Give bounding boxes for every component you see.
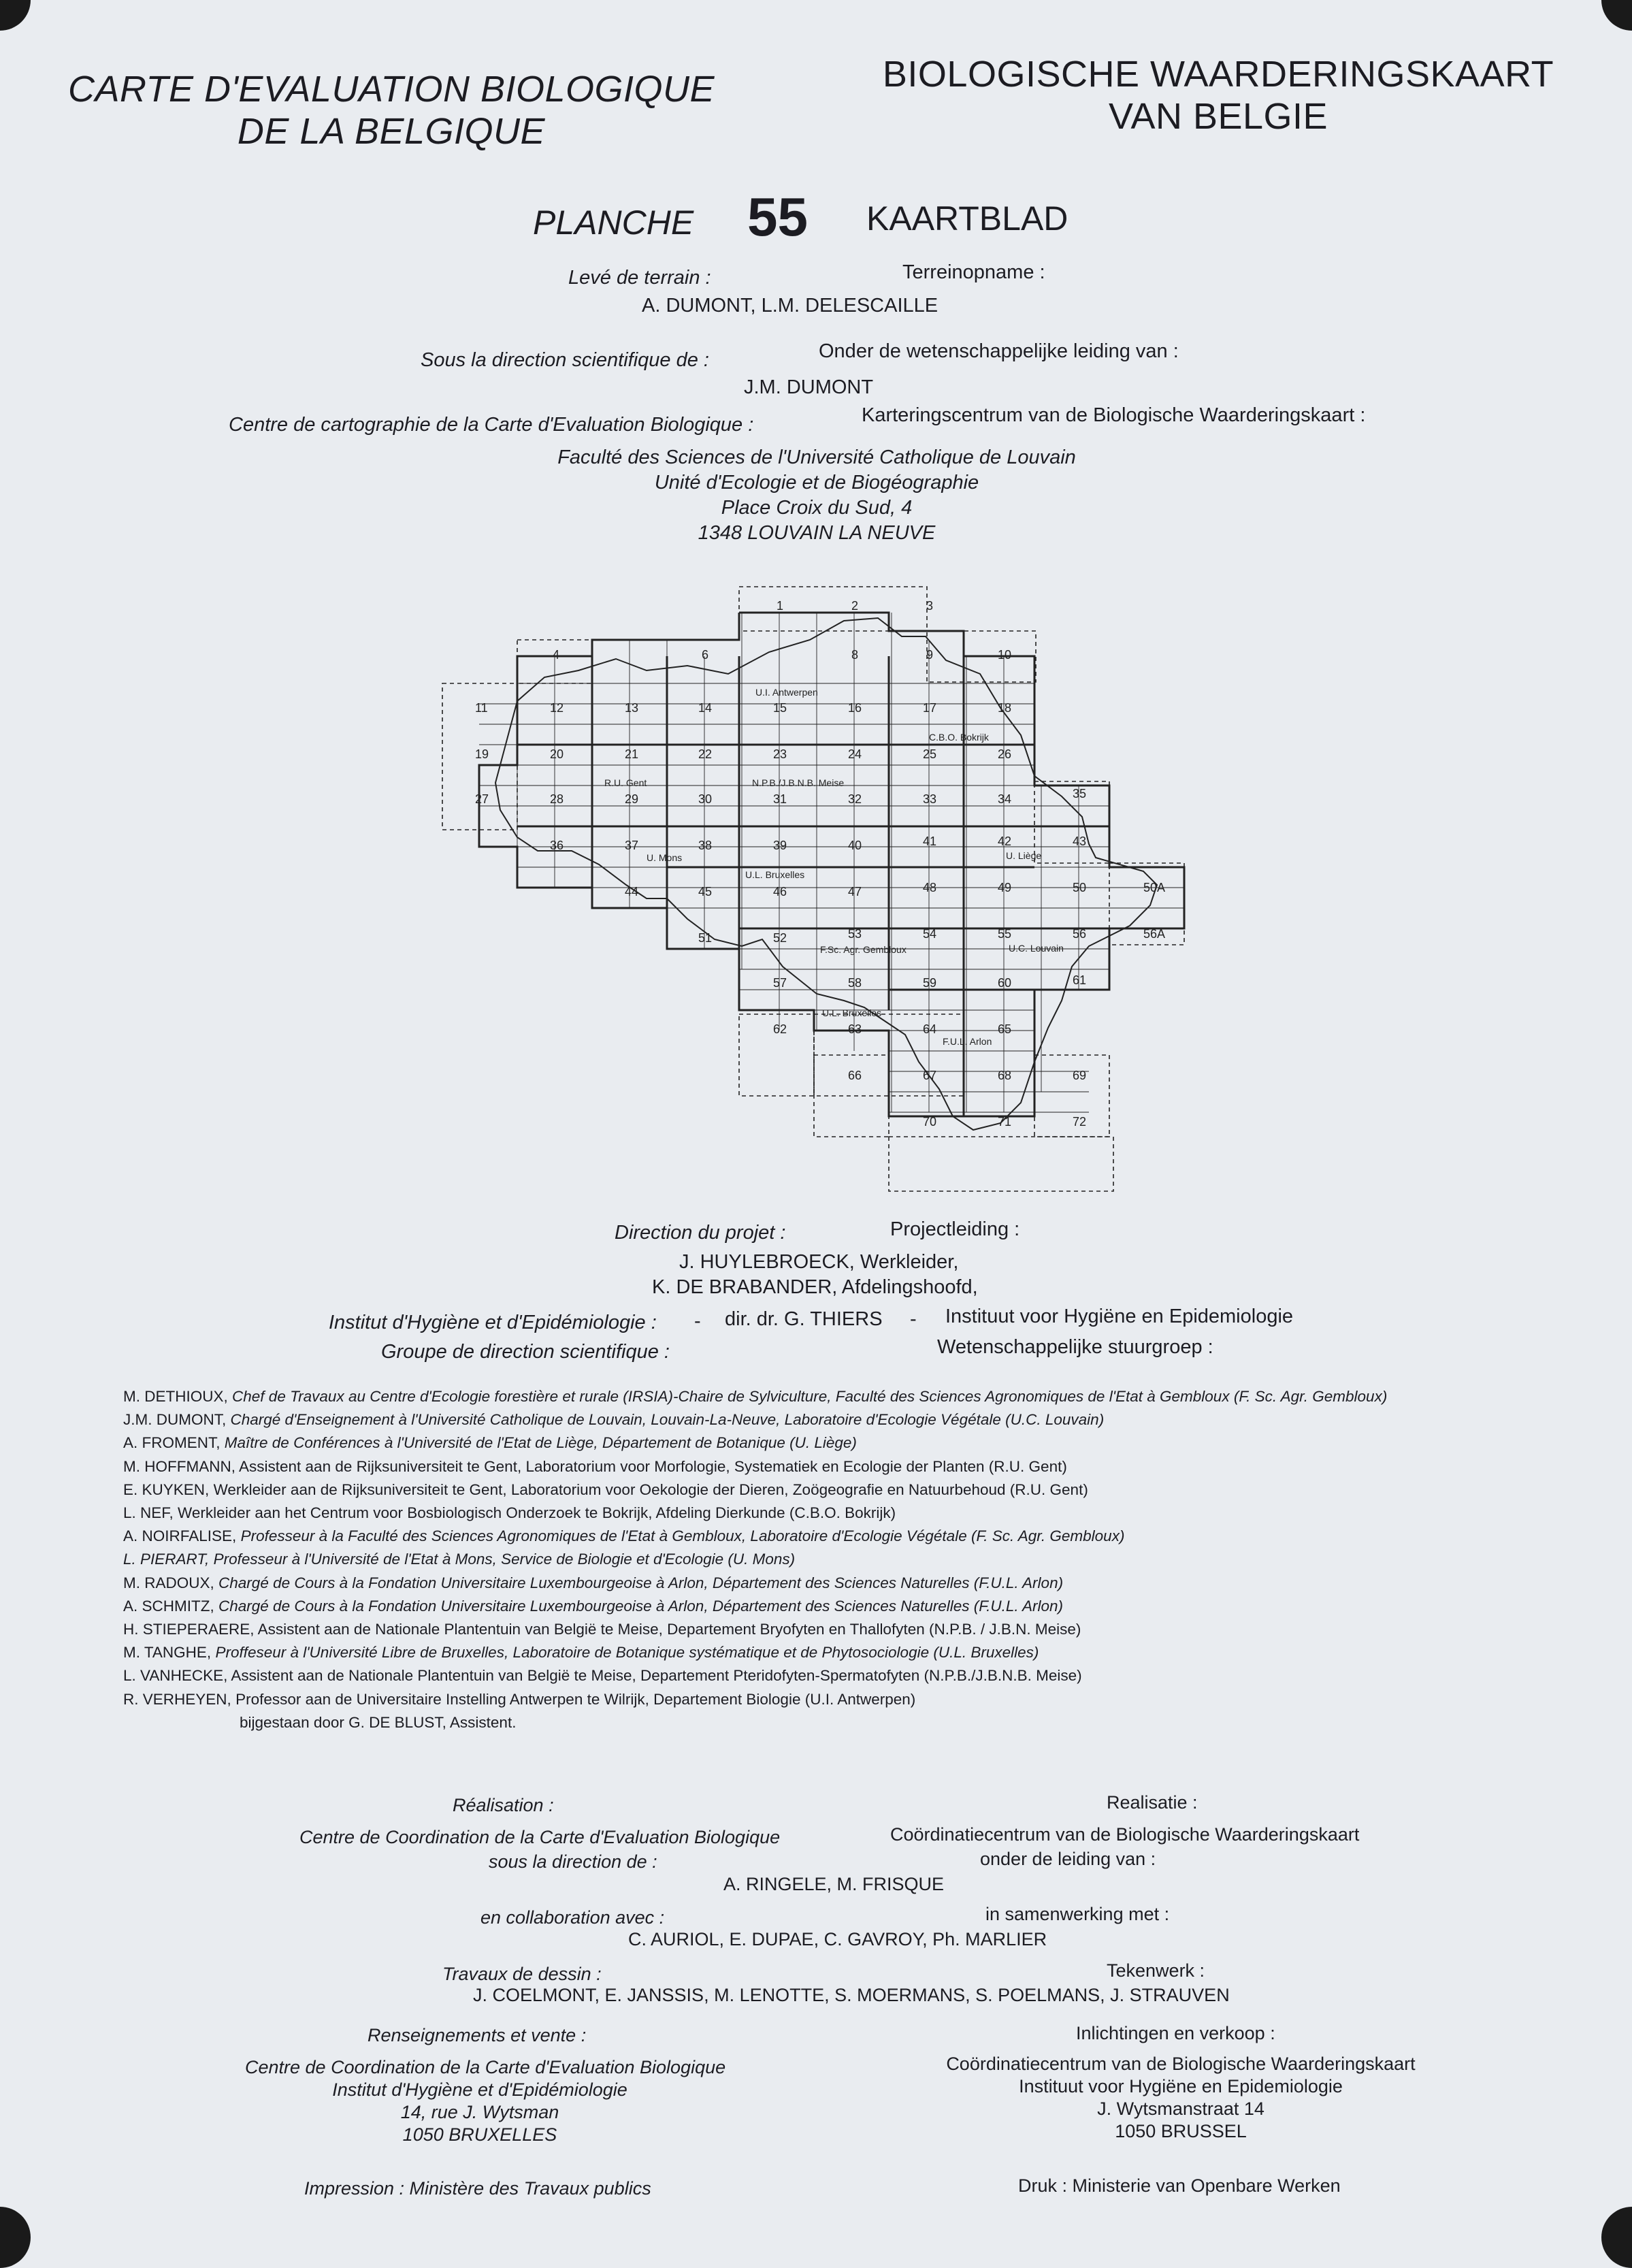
center-label-louvain: U.C. Louvain [1009, 943, 1064, 954]
member-name: M. HOFFMANN, [123, 1457, 235, 1475]
cartography-address [476, 445, 1157, 546]
sales-fr-line: 14, rue J. Wytsman [400, 2102, 559, 2122]
member-description: Proffeseur à l'Université Libre de Bruxelles, Laboratoire de Botanique systématique et de Phytosociologie (U.L. Bruxelles) [215, 1644, 1039, 1662]
map-label: 8 [851, 648, 859, 662]
sales-nl-line: Coördinatiecentrum van de Biologische Waarderingskaart [946, 2054, 1416, 2074]
institute-label-nl: Instituut voor Hygiëne en Epidemiologie [945, 1306, 1294, 1327]
member-row [123, 1548, 1387, 1571]
title-nl [851, 53, 1586, 137]
member-row [123, 1595, 1387, 1618]
map-label: 11 [475, 701, 488, 715]
map-label: 58 [848, 976, 862, 990]
map-label: 64 [923, 1022, 937, 1036]
member-row [123, 1525, 1387, 1548]
map-label: 46 [773, 885, 787, 898]
center-label-liege: U. Liège [1006, 850, 1042, 861]
map-label: 72 [1073, 1115, 1087, 1129]
printing-fr: Impression : Ministère des Travaux publics [304, 2178, 651, 2199]
member-row [123, 1572, 1387, 1595]
map-label: 60 [998, 976, 1012, 990]
map-label: 69 [1073, 1069, 1087, 1082]
project-label-nl: Projectleiding : [890, 1218, 1020, 1240]
map-label: 6 [702, 648, 709, 662]
member-description: Chargé d'Enseignement à l'Université Catholique de Louvain, Louvain-La-Neuve, Laboratoire d'Ecologie Végétale (U.C. Louvain) [230, 1411, 1105, 1429]
member-name: L. VANHECKE, [123, 1667, 228, 1685]
center-label-meise: N.P.B./J.B.N.B. Meise [752, 777, 845, 788]
map-label: 14 [698, 701, 713, 715]
map-label: 16 [848, 701, 862, 715]
cartography-label-fr: Centre de cartographie de la Carte d'Evaluation Biologique : [229, 414, 754, 436]
map-label: 10 [998, 648, 1012, 662]
map-label: 17 [923, 701, 937, 715]
member-description: Assistent aan de Nationale Plantentuin van België te Meise, Departement Pteridofyten-Spermatofyten (N.P.B./J.B.N.B. Meise) [231, 1667, 1082, 1685]
map-label: 33 [923, 792, 937, 806]
map-label: 41 [923, 835, 937, 848]
map-label: 70 [923, 1115, 937, 1129]
map-label: 39 [773, 839, 787, 852]
address-line-4: 1348 LOUVAIN LA NEUVE [698, 522, 936, 544]
map-label: 53 [848, 927, 862, 941]
institute-dash-2: - [910, 1308, 917, 1330]
map-label: 30 [698, 792, 713, 806]
title-nl-line-1: BIOLOGISCHE WAARDERINGSKAART [882, 54, 1554, 95]
map-label: 59 [923, 976, 937, 990]
map-label: 55 [998, 927, 1012, 941]
member-name: H. STIEPERAERE, [123, 1621, 255, 1638]
survey-label-fr: Levé de terrain : [568, 267, 711, 289]
map-label: 3 [926, 599, 934, 613]
map-label: 24 [848, 747, 862, 761]
map-label: 42 [998, 835, 1012, 848]
member-name: A. FROMENT, [123, 1434, 221, 1452]
address-line-3: Place Croix du Sud, 4 [721, 497, 913, 519]
institute-dash-1: - [694, 1310, 701, 1332]
center-label-arlon: F.U.L. Arlon [943, 1036, 992, 1047]
map-label: 23 [773, 747, 787, 761]
map-label: 40 [848, 839, 862, 852]
map-label: 36 [550, 839, 564, 852]
planche-label: PLANCHE [533, 204, 694, 242]
project-lead-2: K. DE BRABANDER, Afdelingshoofd, [652, 1276, 978, 1298]
member-description: Professeur à la Faculté des Sciences Agronomiques de l'Etat à Gembloux, Laboratoire d'Ecologie Végétale (F. Sc. Agr. Gembloux) [240, 1527, 1125, 1545]
center-label-mons: U. Mons [647, 852, 683, 863]
map-label: 49 [998, 881, 1012, 894]
map-label: 43 [1073, 835, 1087, 848]
title-fr [68, 68, 715, 152]
member-description: Werkleider aan de Rijksuniversiteit te Gent, Laboratorium voor Oekologie der Dieren, Zoögeografie en Natuurbehoud (R.U. Gent) [213, 1480, 1088, 1498]
map-label: 19 [475, 747, 489, 761]
map-label: 68 [998, 1069, 1012, 1082]
sales-fr-line: Institut d'Hygiène et d'Epidémiologie [332, 2079, 627, 2100]
sales-nl-line: 1050 BRUSSEL [1115, 2121, 1247, 2141]
sales-address-nl [929, 2053, 1433, 2143]
sales-label-nl: Inlichtingen en verkoop : [1076, 2023, 1275, 2043]
corner-hole-bottom-left [0, 2207, 31, 2268]
member-description: Chef de Travaux au Centre d'Ecologie forestière et rurale (IRSIA)-Chaire de Sylviculture, Faculté des Sciences Agronomiques de l'Etat à Gembloux (F. Sc. Agr. Gembloux) [232, 1388, 1388, 1405]
map-label: 32 [848, 792, 862, 806]
sales-nl-line: J. Wytsmanstraat 14 [1097, 2099, 1264, 2119]
member-name: R. VERHEYEN, [123, 1690, 231, 1708]
member-row [123, 1641, 1387, 1664]
map-label: 27 [475, 792, 489, 806]
map-label: 61 [1073, 973, 1087, 987]
member-name: L. NEF, [123, 1504, 174, 1522]
title-fr-line-2: DE LA BELGIQUE [237, 111, 546, 152]
institute-label-fr: Institut d'Hygiène et d'Epidémiologie : [329, 1312, 657, 1333]
collaboration-names: C. AURIOL, E. DUPAE, C. GAVROY, Ph. MARLIER [628, 1929, 1047, 1949]
map-label: 52 [773, 931, 787, 945]
map-label: 47 [848, 885, 862, 898]
map-label: 35 [1073, 787, 1087, 800]
project-label-fr: Direction du projet : [615, 1222, 786, 1244]
center-label-bruxelles-2: U.L. Bruxelles [822, 1007, 882, 1018]
map-label: 29 [625, 792, 639, 806]
sheet-number: 55 [747, 187, 808, 247]
realisation-label-fr: Réalisation : [453, 1795, 554, 1815]
realisation-center-nl: Coördinatiecentrum van de Biologische Waarderingskaart [890, 1824, 1360, 1845]
sales-nl-line: Instituut voor Hygiëne en Epidemiologie [1019, 2076, 1343, 2096]
member-row [123, 1618, 1387, 1641]
map-label: 63 [848, 1022, 862, 1036]
member-row [123, 1385, 1387, 1408]
group-label-nl: Wetenschappelijke stuurgroep : [937, 1336, 1213, 1358]
realisation-label-nl: Realisatie : [1107, 1792, 1198, 1813]
index-map-dashed-sheets [442, 587, 1184, 1191]
member-row [123, 1688, 1387, 1711]
member-name: M. TANGHE, [123, 1644, 212, 1662]
direction-label-fr: Sous la direction scientifique de : [421, 349, 709, 371]
member-row [123, 1408, 1387, 1431]
survey-names: A. DUMONT, L.M. DELESCAILLE [642, 295, 939, 317]
address-line-1: Faculté des Sciences de l'Université Catholique de Louvain [557, 447, 1076, 468]
drawing-label-fr: Travaux de dessin : [442, 1964, 602, 1984]
map-label: 38 [698, 839, 713, 852]
center-label-antwerpen: U.I. Antwerpen [755, 687, 818, 698]
index-map-sheet-blocks [479, 613, 1184, 1116]
map-label: 50 [1073, 881, 1087, 894]
member-description: Chargé de Cours à la Fondation Universitaire Luxembourgeoise à Arlon, Département des Sciences Naturelles (F.U.L. Arlon) [218, 1597, 1064, 1615]
index-map-center-labels [604, 687, 1064, 1047]
map-label: 15 [773, 701, 787, 715]
map-label: 20 [550, 747, 564, 761]
member-description: Chargé de Cours à la Fondation Universitaire Luxembourgeoise à Arlon, Département des Sciences Naturelles (F.U.L. Arlon) [218, 1574, 1064, 1591]
map-label: 25 [923, 747, 937, 761]
member-description: Assistent aan de Nationale Plantentuin van België te Meise, Departement Bryofyten en Thallofyten (N.P.B. / J.B.N. Meise) [257, 1621, 1081, 1638]
sales-fr-line: Centre de Coordination de la Carte d'Evaluation Biologique [245, 2057, 726, 2077]
center-label-bokrijk: C.B.O. Bokrijk [929, 732, 989, 743]
direction-name: J.M. DUMONT [744, 376, 874, 398]
kaartblad-label: KAARTBLAD [866, 199, 1068, 238]
direction-label-nl: Onder de wetenschappelijke leiding van : [819, 340, 1179, 362]
project-lead-1: J. HUYLEBROECK, Werkleider, [679, 1251, 959, 1273]
map-label: 12 [550, 701, 564, 715]
member-row [123, 1664, 1387, 1687]
corner-hole-top-right [1601, 0, 1632, 31]
map-label: 2 [851, 599, 859, 613]
member-name: A. NOIRFALISE, [123, 1527, 237, 1545]
map-label: 71 [998, 1115, 1012, 1129]
collaboration-label-fr: en collaboration avec : [480, 1907, 665, 1928]
printing-nl: Druk : Ministerie van Openbare Werken [1018, 2175, 1341, 2196]
assistant-note: bijgestaan door G. DE BLUST, Assistent. [240, 1713, 517, 1731]
map-label: 57 [773, 976, 787, 990]
map-label: 13 [625, 701, 639, 715]
map-label: 56 [1073, 927, 1087, 941]
cartography-label-nl: Karteringscentrum van de Biologische Waarderingskaart : [862, 404, 1366, 426]
map-label: 66 [848, 1069, 862, 1082]
member-name: E. KUYKEN, [123, 1480, 210, 1498]
corner-hole-bottom-right [1601, 2207, 1632, 2268]
map-label: 28 [550, 792, 564, 806]
realisation-direction-names: A. RINGELE, M. FRISQUE [723, 1874, 945, 1894]
sales-label-fr: Renseignements et vente : [368, 2025, 587, 2045]
map-label: 44 [625, 885, 639, 898]
member-row [123, 1455, 1387, 1478]
member-description: Professeur à l'Université de l'Etat à Mons, Service de Biologie et d'Ecologie (U. Mons) [213, 1551, 796, 1568]
map-label: 9 [926, 648, 934, 662]
drawing-label-nl: Tekenwerk : [1107, 1960, 1205, 1981]
center-label-gembloux: F.Sc. Agr. Gembloux [820, 944, 907, 955]
map-label: 65 [998, 1022, 1012, 1036]
map-label: 62 [773, 1022, 787, 1036]
map-label: 18 [998, 701, 1012, 715]
realisation-direction-nl: onder de leiding van : [980, 1849, 1156, 1869]
center-label-gent: R.U. Gent [604, 777, 647, 788]
drawing-names: J. COELMONT, E. JANSSIS, M. LENOTTE, S. MOERMANS, S. POELMANS, J. STRAUVEN [473, 1985, 1230, 2005]
member-list [123, 1385, 1387, 1734]
map-label: 67 [923, 1069, 937, 1082]
member-description: Assistent aan de Rijksuniversiteit te Gent, Laboratorium voor Morfologie, Systematiek en Ecologie der Planten (R.U. Gent) [239, 1457, 1067, 1475]
map-label: 54 [923, 927, 937, 941]
group-label-fr: Groupe de direction scientifique : [381, 1341, 670, 1363]
title-fr-line-1: CARTE D'EVALUATION BIOLOGIQUE [68, 69, 715, 110]
map-label: 1 [777, 599, 784, 613]
map-label: 21 [625, 747, 639, 761]
belgium-border [495, 618, 1157, 1130]
member-row [123, 1431, 1387, 1455]
member-row [123, 1478, 1387, 1502]
map-label: 34 [998, 792, 1012, 806]
map-label: 26 [998, 747, 1012, 761]
map-label: 45 [698, 885, 713, 898]
member-name: M. DETHIOUX, [123, 1388, 228, 1405]
member-description: Werkleider aan het Centrum voor Bosbiologisch Onderzoek te Bokrijk, Afdeling Dierkunde (C.B.O. Bokrijk) [178, 1504, 896, 1522]
title-nl-line-2: VAN BELGIE [1108, 96, 1328, 137]
realisation-center-fr: Centre de Coordination de la Carte d'Evaluation Biologique [299, 1827, 781, 1847]
member-name: M. RADOUX, [123, 1574, 214, 1591]
sales-address-fr [245, 2056, 726, 2146]
map-label: 48 [923, 881, 937, 894]
member-description: Professor aan de Universitaire Instelling Antwerpen te Wilrijk, Departement Biologie (U.I. Antwerpen) [235, 1690, 916, 1708]
map-label: 22 [698, 747, 713, 761]
member-name: A. SCHMITZ, [123, 1597, 214, 1615]
address-line-2: Unité d'Ecologie et de Biogéographie [654, 472, 979, 493]
map-label: 51 [698, 931, 713, 945]
index-map-sheet-labels [475, 599, 1165, 1129]
index-map-grid [479, 613, 1184, 1112]
corner-hole-top-left [0, 0, 31, 31]
center-label-bruxelles: U.L. Bruxelles [745, 869, 805, 880]
sales-fr-line: 1050 BRUXELLES [402, 2124, 557, 2145]
institute-director: dir. dr. G. THIERS [725, 1308, 883, 1330]
map-label: 56A [1143, 927, 1166, 941]
realisation-direction-fr: sous la direction de : [489, 1851, 657, 1872]
map-label: 4 [553, 648, 560, 662]
map-label: 37 [625, 839, 639, 852]
member-description: Maître de Conférences à l'Université de l'Etat de Liège, Département de Botanique (U. Liège) [224, 1434, 857, 1452]
map-label: 31 [773, 792, 787, 806]
survey-label-nl: Terreinopname : [902, 261, 1045, 283]
collaboration-label-nl: in samenwerking met : [985, 1904, 1170, 1924]
member-name: J.M. DUMONT, [123, 1411, 227, 1429]
member-name: L. PIERART, [123, 1551, 210, 1568]
member-row [123, 1502, 1387, 1525]
map-label: 50A [1143, 881, 1166, 894]
